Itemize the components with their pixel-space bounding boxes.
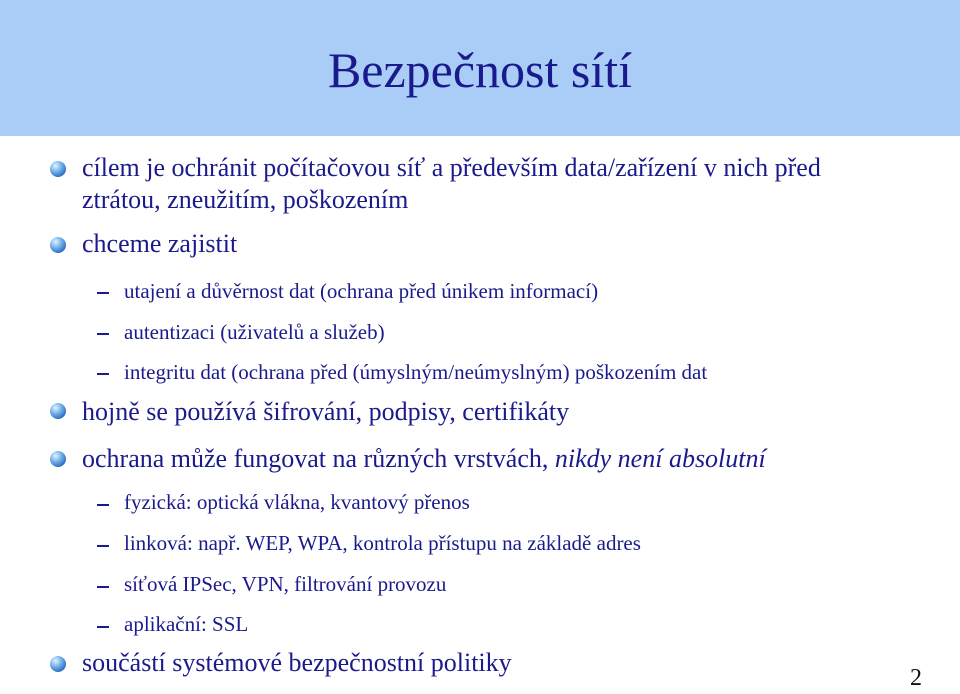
sub-item-application: aplikační: SSL — [124, 612, 249, 636]
bullet-icon — [50, 451, 66, 467]
sub-item-link: linková: např. WEP, WPA, kontrola přístupu na základě adres — [124, 531, 641, 555]
sub-item-integrity: integritu dat (ochrana před (úmyslným/neúmyslným) poškozením dat — [124, 360, 708, 384]
bullet-icon — [50, 403, 66, 419]
slide-title: Bezpečnost sítí — [327, 42, 633, 98]
slide-number: 2 — [910, 665, 922, 691]
bullet-item-ensure: chceme zajistit — [82, 229, 238, 258]
sub-item-network: síťová IPSec, VPN, filtrování provozu — [124, 572, 447, 596]
bullet-item-encryption: hojně se používá šifrování, podpisy, certifikáty — [82, 397, 570, 426]
dash-icon — [97, 504, 109, 506]
bullet-icon — [50, 161, 66, 177]
layers-text: ochrana může fungovat na různých vrstvách, — [82, 444, 555, 473]
bullet-item-goal-line1: cílem je ochránit počítačovou síť a především data/zařízení v nich před — [82, 153, 821, 182]
dash-icon — [97, 586, 109, 588]
sub-item-confidentiality: utajení a důvěrnost dat (ochrana před únikem informací) — [124, 279, 599, 303]
bullet-item-goal-line2: ztrátou, zneužitím, poškozením — [82, 185, 409, 214]
dash-icon — [97, 333, 109, 335]
dash-icon — [97, 292, 109, 294]
dash-icon — [97, 626, 109, 628]
bullet-icon — [50, 656, 66, 672]
dash-icon — [97, 373, 109, 375]
layers-text-italic: nikdy není absolutní — [554, 444, 766, 473]
bullet-item-policy: součástí systémové bezpečnostní politiky — [82, 648, 512, 677]
sub-item-authentication: autentizaci (uživatelů a služeb) — [124, 320, 385, 344]
dash-icon — [97, 545, 109, 547]
sub-item-physical: fyzická: optická vlákna, kvantový přenos — [124, 490, 470, 514]
bullet-item-layers — [82, 443, 932, 475]
bullet-icon — [50, 237, 66, 253]
